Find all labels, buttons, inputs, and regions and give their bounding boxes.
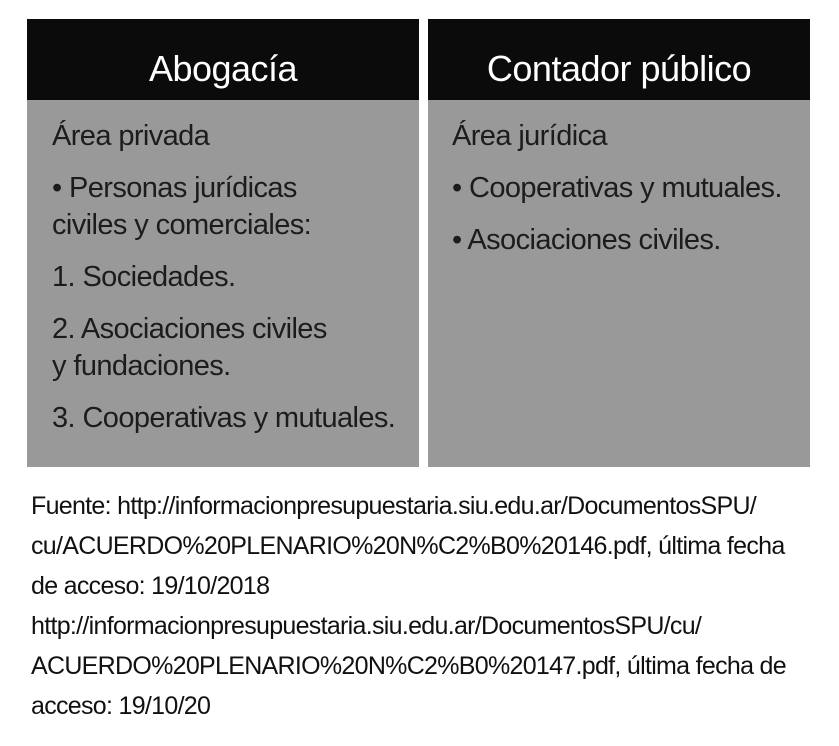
source-line: cu/ACUERDO%20PLENARIO%20N%C2%B0%20146.pdf, última fecha: [31, 532, 785, 560]
area-label: Área privada: [52, 120, 210, 152]
column-body-contador-publico: [428, 100, 810, 467]
list-item: 3. Cooperativas y mutuales.: [52, 402, 396, 434]
area-label: Área jurídica: [452, 120, 607, 152]
source-line: de acceso: 19/10/2018: [31, 572, 270, 600]
list-item: • Asociaciones civiles.: [452, 224, 721, 256]
source-line: Fuente: http://informacionpresupuestaria.siu.edu.ar/DocumentosSPU/: [31, 492, 757, 520]
list-item-line: y fundaciones.: [52, 350, 231, 382]
column-header-abogacia: Abogacía: [27, 19, 419, 100]
list-item-line: civiles y comerciales:: [52, 209, 312, 241]
list-item: [52, 170, 403, 244]
source-line: ACUERDO%20PLENARIO%20N%C2%B0%20147.pdf, última fecha de: [31, 652, 786, 680]
source-note: [31, 486, 811, 726]
column-contador-publico: [428, 19, 810, 467]
list-item-line: 2. Asociaciones civiles: [52, 313, 327, 345]
comparison-table: [27, 19, 810, 467]
list-item: • Cooperativas y mutuales.: [452, 172, 782, 204]
source-line: http://informacionpresupuestaria.siu.edu.ar/DocumentosSPU/cu/: [31, 612, 702, 640]
source-line: acceso: 19/10/20: [31, 692, 211, 720]
column-body-abogacia: [27, 100, 419, 467]
list-item: 1. Sociedades.: [52, 261, 236, 293]
column-abogacia: [27, 19, 419, 467]
list-item-line: • Personas jurídicas: [52, 172, 297, 204]
column-header-contador-publico: Contador público: [428, 19, 810, 100]
list-item: [52, 311, 403, 385]
